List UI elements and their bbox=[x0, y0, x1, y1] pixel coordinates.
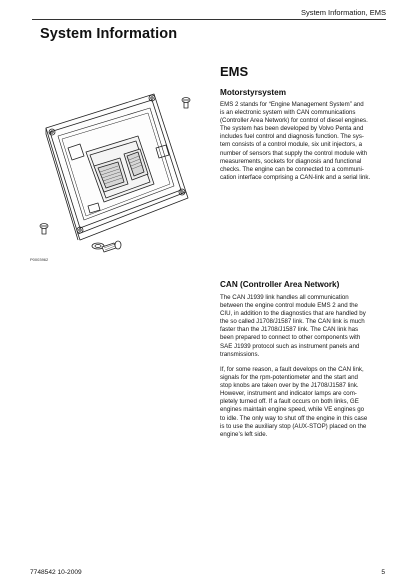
text-line: measurements, sockets for diagnosis and functional bbox=[220, 157, 362, 165]
text-line: number of sensors that supply the control module with bbox=[220, 149, 368, 157]
text-line: SAE J1939 protocol such as instrument panels and bbox=[220, 342, 360, 350]
page-number: 5 bbox=[381, 569, 385, 576]
text-line: The CAN J1939 link handles all communication bbox=[220, 294, 349, 301]
text-line: is to use the auxiliary stop (AUX-STOP) placed on the bbox=[220, 422, 367, 430]
document-number: 7748542 10-2009 bbox=[30, 569, 82, 576]
text-line: (Controller Area Network) for control of diesel engines. bbox=[220, 117, 368, 125]
subheading-motorstyrsystem: Motorstyrsystem bbox=[220, 88, 286, 97]
text-line: If, for some reason, a fault develops on the CAN link, bbox=[220, 366, 364, 373]
text-line: engine’s left side. bbox=[220, 430, 268, 438]
text-line: engines maintain engine speed, while VE engines go bbox=[220, 406, 365, 414]
text-line: The system has been developed by Volvo Penta and bbox=[220, 125, 364, 133]
text-line: is an electronic system with CAN communications bbox=[220, 109, 356, 117]
subheading-can: CAN (Controller Area Network) bbox=[220, 280, 340, 289]
text-line: includes fuel control and diagnosis function. The sys- bbox=[220, 133, 364, 141]
text-line: stop knobs are taken over by the J1708/J1587 link. bbox=[220, 382, 359, 390]
text-line: to idle. The only way to shut off the engine in this case bbox=[220, 414, 368, 422]
text-line: faster than the J1708/J1587 link. The CAN link has bbox=[220, 326, 359, 334]
text-line: transmissions. bbox=[220, 350, 260, 358]
text-line: EMS 2 stands for “Engine Management System” and bbox=[220, 101, 364, 108]
text-line: been prepared to connect to other components with bbox=[220, 334, 361, 342]
can-paragraph-2 bbox=[220, 366, 392, 439]
header-rule bbox=[32, 19, 386, 20]
text-line: cation interface comprising a CAN-link and a serial link. bbox=[220, 173, 371, 181]
text-line: checks. The engine can be connected to a communi- bbox=[220, 165, 364, 173]
text-line: between the engine control module EMS 2 and the bbox=[220, 302, 358, 310]
page-title: System Information bbox=[40, 26, 178, 42]
text-line: the so called J1708/J1587 link. The CAN link is much bbox=[220, 318, 365, 326]
section-title-ems: EMS bbox=[220, 64, 249, 79]
control-module-illustration bbox=[28, 88, 208, 268]
running-title: System Information, EMS bbox=[300, 8, 386, 17]
text-line: tem consists of a control module, six unit injectors, a bbox=[220, 141, 362, 149]
text-line: CIU, in addition to the diagnostics that are handled by bbox=[220, 310, 366, 318]
can-paragraph-1 bbox=[220, 294, 392, 359]
text-line: pletely turned off. If a fault occurs on both links, GE bbox=[220, 398, 359, 406]
motorstyrsystem-paragraph bbox=[220, 101, 392, 182]
text-line: However, instrument and indicator lamps are com- bbox=[220, 390, 357, 398]
figure-id: P0003962 bbox=[30, 257, 49, 262]
text-line: signals for the rpm-potentiometer and the start and bbox=[220, 374, 358, 382]
